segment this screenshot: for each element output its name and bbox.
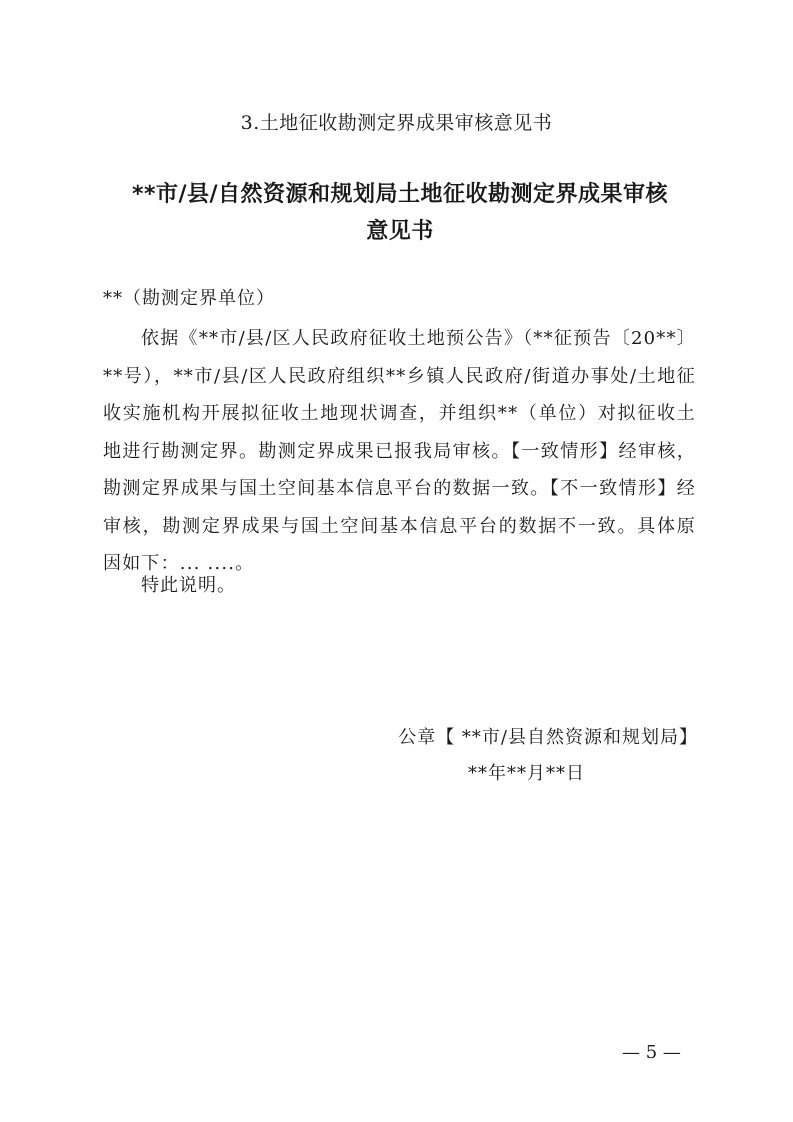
- closing-statement: 特此说明。: [141, 575, 236, 596]
- document-title: [110, 176, 690, 250]
- section-heading: 3.土地征收勘测定界成果审核意见书: [240, 112, 553, 134]
- addressee: **（勘测定界单位）: [103, 288, 275, 309]
- page-number: — 5 —: [622, 1042, 681, 1063]
- document-title-line-1: **市/县/自然资源和规划局土地征收勘测定界成果审核: [131, 182, 669, 207]
- document-title-line-2: 意见书: [366, 219, 434, 244]
- date-line: **年**月**日: [468, 763, 585, 784]
- body-paragraph: 依据《**市/县/区人民政府征收土地预公告》（**征预告〔20**〕**号），**市/县/区人民政府组织**乡镇人民政府/街道办事处/土地征收实施机构开展拟征收土地现状调查，并组织**（单位）对拟征收土地进行勘测定界。勘测定界成果已报我局审核。【一致情形】经审核，勘测定界成果与国土空间基本信息平台的数据一致。【不一致情形】经审核，勘测定界成果与国土空间基本信息平台的数据不一致。具体原因如下：... ....。: [103, 328, 696, 574]
- official-seal-line: 公章【 **市/县自然资源和规划局】: [398, 727, 698, 748]
